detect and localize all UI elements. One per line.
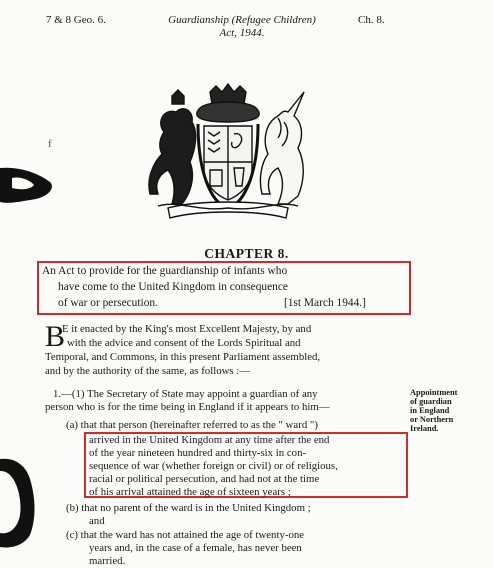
scan-artifact-bottom (0, 455, 55, 550)
margin-note (410, 388, 457, 433)
para-a-line4: sequence of war (whether foreign or civil) or of religious, (89, 460, 338, 472)
enacting-dropcap: B (45, 320, 66, 353)
margin-note-line5: Ireland. (410, 424, 439, 433)
para-c-line3: married. (89, 555, 126, 567)
header-act-title (122, 14, 362, 40)
long-title-line2: have come to the United Kingdom in consequence (58, 281, 288, 293)
para-c-line1: (c) that the ward has not attained the age of twenty-one (66, 529, 305, 541)
header-act-title-line2: Act, 1944. (219, 27, 265, 39)
para-c-line2: years and, in the case of a female, has never been (89, 542, 302, 554)
enacting-line4: and by the authority of the same, as follows :— (45, 365, 251, 377)
section1-line1: 1.—(1) The Secretary of State may appoint a guardian of any (53, 388, 318, 400)
para-a-line5: racial or political persecution, and had not at the time (89, 473, 320, 485)
section1-line2: person who is for the time being in England if it appears to him— (45, 401, 330, 413)
margin-note-line3: in England (410, 406, 450, 415)
para-b-line1: (b) that no parent of the ward is in the United Kingdom ; (66, 502, 311, 514)
long-title-date: [1st March 1944.] (284, 297, 366, 309)
royal-coat-of-arms (138, 82, 318, 222)
header-citation: 7 & 8 Geo. 6. (46, 14, 106, 26)
para-a-line3: of the year nineteen hundred and thirty-six in con- (89, 447, 307, 459)
enacting-line1: E it enacted by the King's most Excellent Majesty, by and (62, 323, 312, 335)
header-act-title-line1: Guardianship (Refugee Children) (168, 14, 316, 26)
stray-mark: f (48, 138, 52, 150)
margin-note-line1: Appointment (410, 388, 458, 397)
para-a-line6: of his arrival attained the age of sixteen years ; (89, 486, 291, 498)
para-a-line1: (a) that that person (hereinafter referred to as the " ward ") (66, 419, 318, 431)
long-title-line3: of war or persecution. (58, 297, 158, 309)
para-a-line2: arrived in the United Kingdom at any time after the end (89, 434, 330, 446)
chapter-heading: CHAPTER 8. (204, 246, 289, 261)
enacting-line3: Temporal, and Commons, in this present Parliament assembled, (45, 351, 321, 363)
long-title-line1: An Act to provide for the guardianship of infants who (42, 265, 288, 277)
header-chapter-ref: Ch. 8. (358, 14, 385, 26)
enacting-line2: with the advice and consent of the Lords Spiritual and (67, 337, 301, 349)
margin-note-line2: of guardian (410, 397, 452, 406)
margin-note-line4: or Northern (410, 415, 454, 424)
scan-artifact-top (0, 160, 60, 210)
para-b-line2: and (89, 515, 105, 527)
